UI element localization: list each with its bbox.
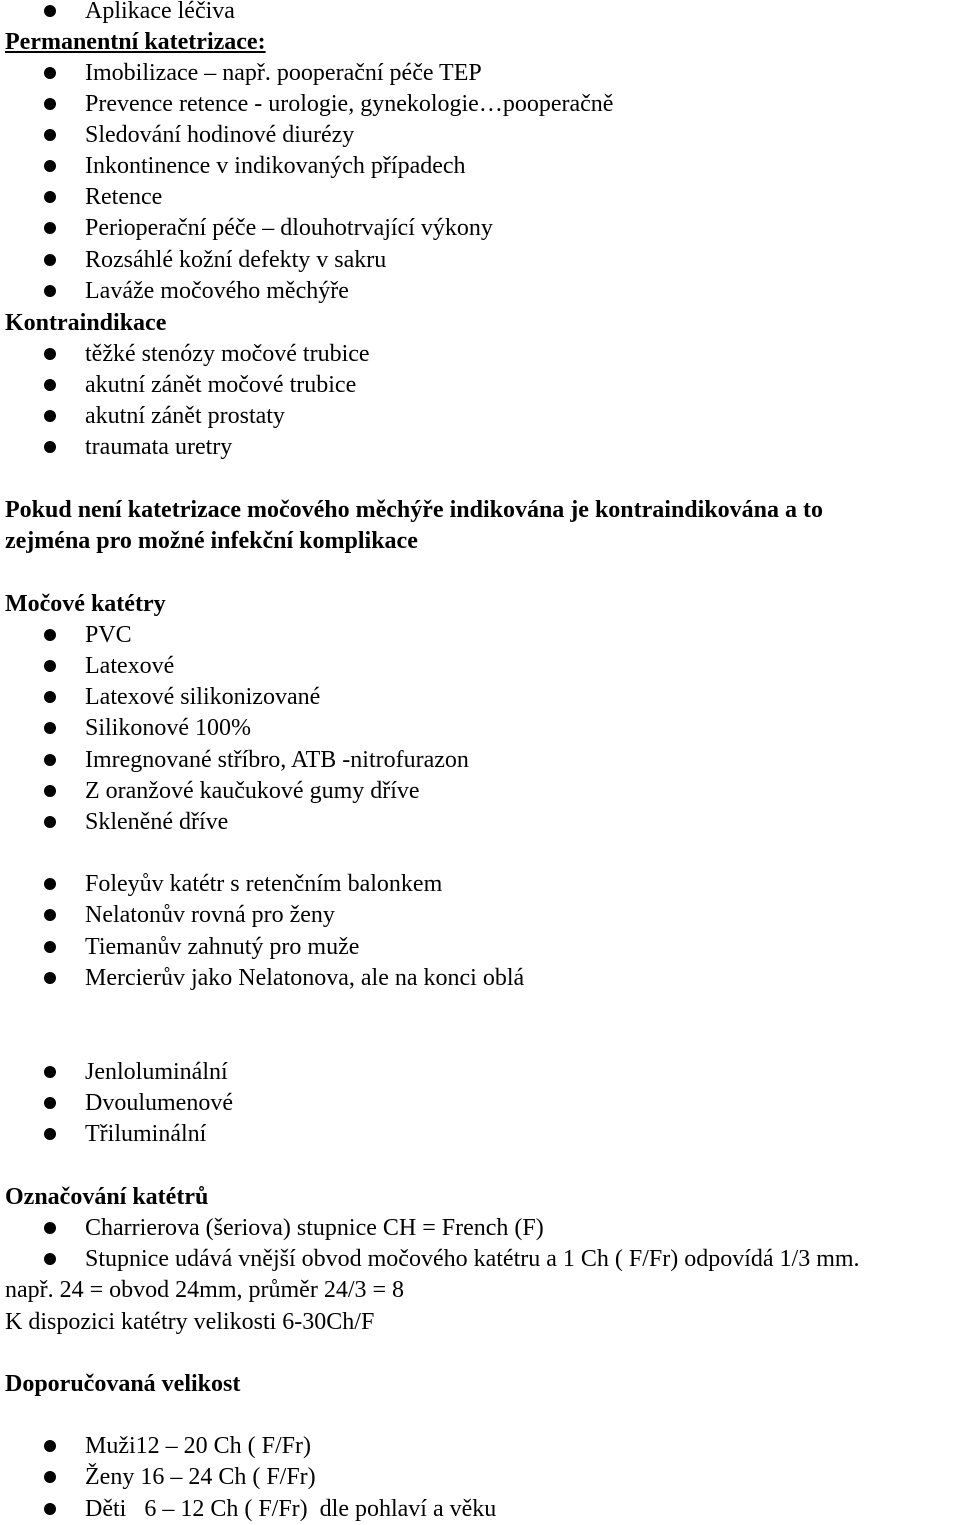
list-item: Tiemanův zahnutý pro muže <box>44 932 960 963</box>
list-item: Laváže močového měchýře <box>44 276 960 307</box>
bullet-icon <box>44 160 56 172</box>
bullet-icon <box>44 285 56 297</box>
availability-line: K dispozici katétry velikosti 6-30Ch/F <box>5 1309 375 1335</box>
list-item: Nelatonův rovná pro ženy <box>44 900 960 931</box>
bullet-icon <box>44 1503 56 1515</box>
bullet-icon <box>44 1222 56 1234</box>
bullet-icon <box>44 98 56 110</box>
bullet-icon <box>44 941 56 953</box>
bullet-icon <box>44 722 56 734</box>
list-item: Stupnice udává vnější obvod močového katétru a 1 Ch ( F/Fr) odpovídá 1/3 mm. <box>44 1244 960 1275</box>
example-line: např. 24 = obvod 24mm, průměr 24/3 = 8 <box>5 1277 405 1303</box>
list-item: Silikonové 100% <box>44 713 960 744</box>
list-item: Dvoulumenové <box>44 1088 960 1119</box>
bullet-icon <box>44 816 56 828</box>
bullet-icon <box>44 1097 56 1109</box>
bullet-icon <box>44 785 56 797</box>
list-item: Sledování hodinové diurézy <box>44 120 960 151</box>
bullet-icon <box>44 441 56 453</box>
list-item: Jenloluminální <box>44 1057 960 1088</box>
bullet-icon <box>44 410 56 422</box>
bullet-icon <box>44 972 56 984</box>
list-item: Foleyův katétr s retenčním balonkem <box>44 869 960 900</box>
list-item: Retence <box>44 182 960 213</box>
section-heading-catheters: Močové katétry <box>5 591 166 617</box>
bullet-icon <box>44 691 56 703</box>
bullet-icon <box>44 379 56 391</box>
bullet-icon <box>44 629 56 641</box>
section-heading-marking: Označování katétrů <box>5 1184 209 1210</box>
list-item: Latexové silikonizované <box>44 682 960 713</box>
list-item: Ženy 16 – 24 Ch ( F/Fr) <box>44 1462 960 1493</box>
bullet-icon <box>44 660 56 672</box>
list-item: Latexové <box>44 651 960 682</box>
bullet-icon <box>44 878 56 890</box>
list-item: Děti 6 – 12 Ch ( F/Fr) dle pohlaví a věku <box>44 1494 960 1525</box>
list-item: Perioperační péče – dlouhotrvající výkony <box>44 213 960 244</box>
list-item: Muži12 – 20 Ch ( F/Fr) <box>44 1431 960 1462</box>
bullet-icon <box>44 909 56 921</box>
bullet-icon <box>44 129 56 141</box>
list-item: Skleněné dříve <box>44 807 960 838</box>
list-item: Mercierův jako Nelatonova, ale na konci oblá <box>44 963 960 994</box>
section-heading-contraindications: Kontraindikace <box>5 310 167 336</box>
bullet-icon <box>44 5 56 17</box>
list-item: Imobilizace – např. pooperační péče TEP <box>44 58 960 89</box>
list-item: akutní zánět močové trubice <box>44 370 960 401</box>
bullet-icon <box>44 222 56 234</box>
list-item: Inkontinence v indikovaných případech <box>44 151 960 182</box>
list-item: traumata uretry <box>44 432 960 463</box>
list-item: Aplikace léčiva <box>44 0 960 27</box>
notice-line-2: zejména pro možné infekční komplikace <box>5 528 418 554</box>
bullet-icon <box>44 348 56 360</box>
list-item: Třiluminální <box>44 1119 960 1150</box>
notice-line-1: Pokud není katetrizace močového měchýře indikována je kontraindikována a to <box>5 497 824 523</box>
bullet-icon <box>44 1066 56 1078</box>
list-item: Prevence retence - urologie, gynekologie…pooperačně <box>44 89 960 120</box>
bullet-icon <box>44 1128 56 1140</box>
bullet-icon <box>44 754 56 766</box>
list-item: Charrierova (šeriova) stupnice CH = French (F) <box>44 1213 960 1244</box>
list-item: těžké stenózy močové trubice <box>44 339 960 370</box>
bullet-icon <box>44 1471 56 1483</box>
section-heading-permanent-catheterization: Permanentní katetrizace: <box>5 29 266 55</box>
bullet-icon <box>44 254 56 266</box>
list-item: Rozsáhlé kožní defekty v sakru <box>44 245 960 276</box>
list-item: PVC <box>44 620 960 651</box>
bullet-icon <box>44 1253 56 1265</box>
section-heading-recommended-size: Doporučovaná velikost <box>5 1371 241 1397</box>
list-item: akutní zánět prostaty <box>44 401 960 432</box>
bullet-icon <box>44 1440 56 1452</box>
bullet-icon <box>44 67 56 79</box>
bullet-icon <box>44 191 56 203</box>
list-item: Z oranžové kaučukové gumy dříve <box>44 776 960 807</box>
list-item: Imregnované stříbro, ATB -nitrofurazon <box>44 745 960 776</box>
